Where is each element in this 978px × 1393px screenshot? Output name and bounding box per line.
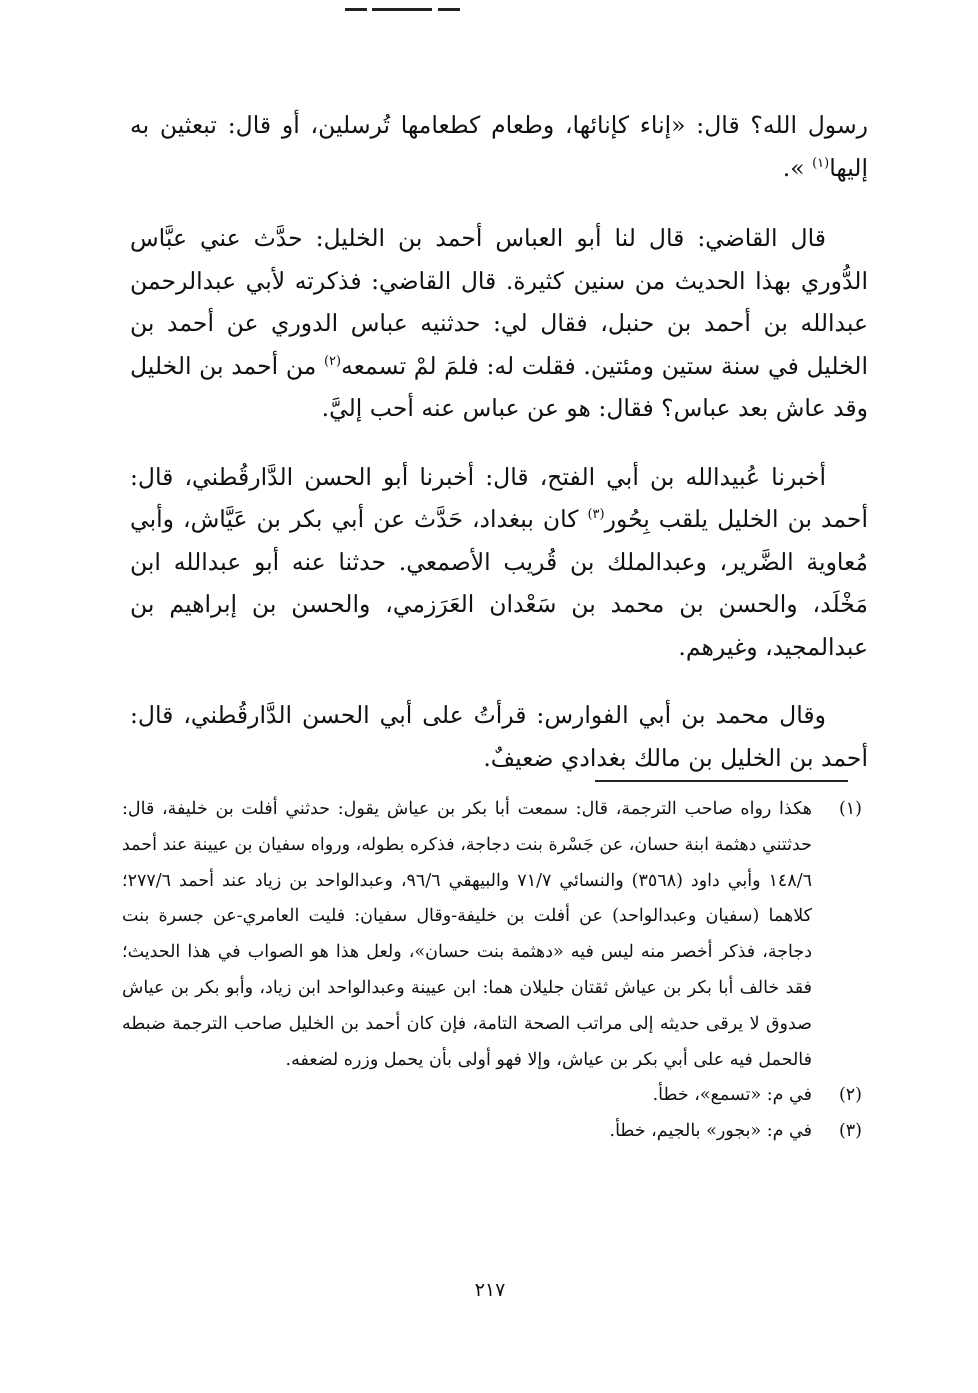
footnote-text: هكذا رواه صاحب الترجمة، قال: سمعت أبا بكر بن عياش يقول: حدثني أفلت بن خليفة، قال: حدثتني دهثمة ابنة حسان، عن جَسْرة بنت دجاجة، فذكره بطوله، ورواه سفيان بن عيينة عند أحمد ١٤٨/٦ وأبي داود (٣٥٦٨) والنسائي ٧١/٧ والبيهقي ٩٦/٦، وعبدالواحد بن زياد عند أحمد ٢٧٧/٦؛ كلاهما (سفيان وعبدالواحد) عن أفلت بن خليفة-وقال سفيان: فليت العامري-عن جسرة بنت دجاجة، فذكر أخصر منه ليس فيه «دهثمة بنت حسان»، ولعل هذا هو الصواب في هذا الحديث؛ فقد خالف أبا بكر بن عياش ثقتان جليلان هما: ابن عيينة وعبدالواحد ابن زياد، وأبو بكر بن عياش صدوق لا يرقى حديثه إلى مراتب الصحة التامة، فإن كان أحمد بن الخليل صاحب الترجمة ضبطه فالحمل فيه على أبي بكر بن عياش، وإلا فهو أولى بأن يحمل وزره لضعفه. [122, 799, 813, 1070]
footnote-ref: (٣) [587, 507, 605, 523]
main-text [130, 104, 868, 779]
paragraph: رسول الله؟ قال: «إناء كإنائها، وطعام كطعامها تُرسلين، أو قال: تبعثين به إليها$^{(١)}$ ». [130, 111, 868, 182]
paragraph: أخبرنا عُبيدالله بن أبي الفتح، قال: أخبرنا أبو الحسن الدَّارقُطني، قال: أحمد بن الخليل يلقب بِحُور$^{(٣)}$ كان ببغداد، حَدَّث عن أبي بكر بن عَيَّاش، وأبي مُعاوية الضَّرير، وعبدالملك بن قُريب الأصمعي. حدثنا عنه أبو عبدالله ابن مَخْلَد، والحسن بن محمد بن سَعْدان العَرَزمي، والحسن بن إبراهيم بن عبدالمجيد، وغيرهم. [130, 462, 868, 661]
footnotes [122, 792, 862, 1150]
header-rule [372, 8, 432, 11]
footnote-number: (١) [838, 799, 862, 819]
footnote-text: في م: «تسمع»، خطأ. [652, 1085, 812, 1106]
footnote [122, 792, 862, 1078]
paragraph: قال القاضي: قال لنا أبو العباس أحمد بن الخليل: حدَّث عني عبَّاس الدُّوري بهذا الحديث من سنين كثيرة. قال القاضي: فذكرته لأبي عبدالرحمن عبدالله بن أحمد بن حنبل، فقال لي: حدثنيه عباس الدوري عن أحمد بن الخليل في سنة ستين ومئتين. فقلت له: فلمَ لمْ تسمعه$^{(٢)}$ من أحمد بن الخليل وقد عاش بعد عباس؟ فقال: هو عن عباس عنه أحب إليَّ. [130, 224, 868, 422]
footnote-text: في م: «بجور» بالجيم، خطأ. [609, 1121, 812, 1142]
footnote-ref: (٢) [323, 353, 342, 369]
footnote-number: (٣) [838, 1121, 862, 1142]
header-rule [438, 8, 460, 11]
footnote-ref: (١) [812, 155, 830, 171]
footnote-separator [595, 780, 848, 782]
page-number: ٢١٧ [474, 1279, 506, 1301]
footnote [122, 1078, 862, 1114]
paragraph: وقال محمد بن أبي الفوارس: قرأتُ على أبي الحسن الدَّارقُطني، قال: أحمد بن الخليل بن مالك بغدادي ضعيفٌ. [130, 701, 868, 772]
footnote-number: (٢) [838, 1085, 862, 1106]
footnote [122, 1114, 862, 1150]
header-rule [345, 8, 367, 11]
